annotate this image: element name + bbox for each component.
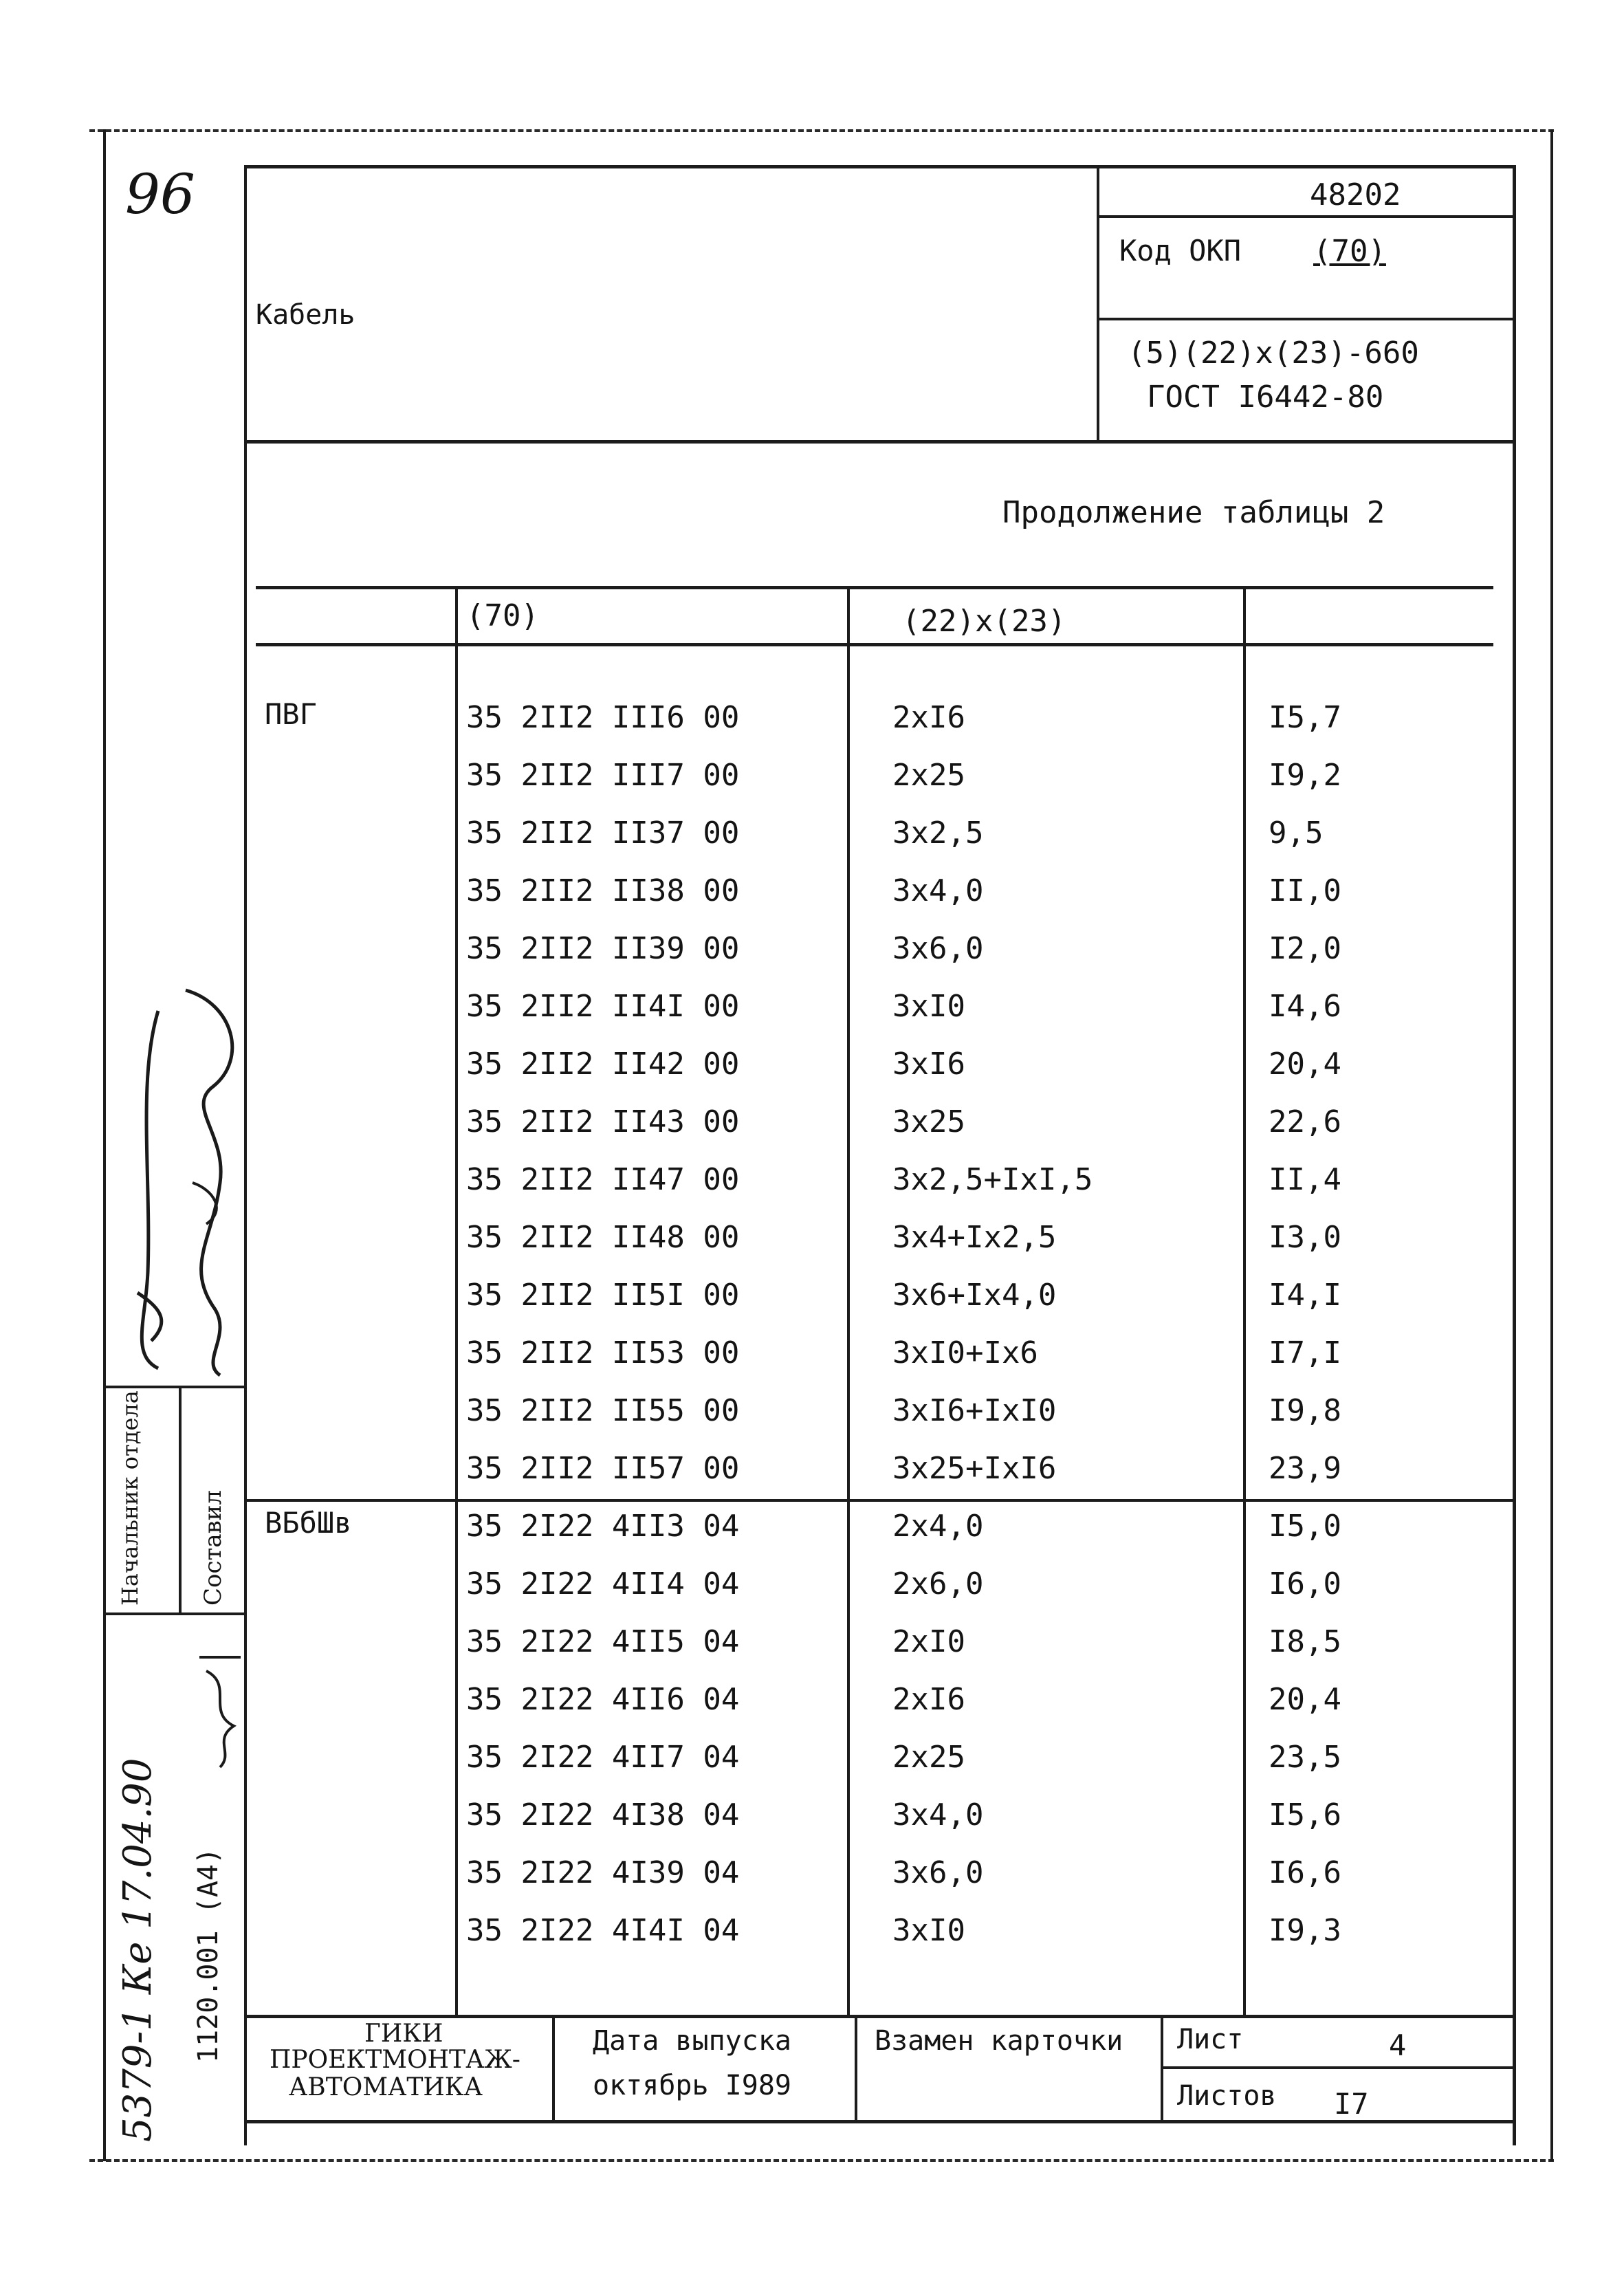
- table-cell-value: II,0: [1269, 873, 1341, 908]
- table-cell-value: I2,0: [1269, 931, 1341, 966]
- table-cell-value: I6,6: [1269, 1855, 1341, 1890]
- table-cell-section: 2x4,0: [892, 1509, 984, 1544]
- doc-number: 48202: [1310, 177, 1401, 212]
- side-strip-mid-line: [179, 1386, 182, 1612]
- footer-release-date: октябрь I989: [593, 2070, 791, 2101]
- header-divider-v: [1097, 165, 1099, 440]
- table-cell-code: 35 2II2 II53 00: [466, 1335, 740, 1370]
- table-cell-section: 3x6,0: [892, 1855, 984, 1890]
- table-cell-value: I5,7: [1269, 700, 1341, 735]
- footer-col-line-1: [552, 2015, 555, 2121]
- table-col-line-2: [847, 586, 850, 2016]
- table-cell-value: 23,9: [1269, 1451, 1341, 1486]
- table-header-code: (70): [466, 598, 539, 633]
- table-cell-code: 35 2I22 4II7 04: [466, 1740, 740, 1775]
- frame-top-dashed: [89, 129, 1554, 132]
- okp-label: Код ОКП: [1119, 234, 1242, 267]
- table-cell-value: I9,3: [1269, 1913, 1341, 1948]
- continuation-title: Продолжение таблицы 2: [1002, 495, 1385, 530]
- gost-number: ГОСТ I6442-80: [1147, 380, 1384, 415]
- table-cell-section: 3x2,5: [892, 816, 984, 851]
- header-top-line: [244, 165, 1516, 168]
- table-cell-value: 20,4: [1269, 1682, 1341, 1717]
- footer-org-line2: ПРОЕКТМОНТАЖ-: [270, 2046, 520, 2074]
- table-cell-value: II,4: [1269, 1162, 1341, 1197]
- table-cell-section: 2x25: [892, 1740, 965, 1775]
- table-cell-section: 3x6,0: [892, 931, 984, 966]
- chief-label: Начальник отдела: [117, 1390, 143, 1606]
- table-cell-value: I4,6: [1269, 989, 1341, 1024]
- table-group-name: ПВГ: [265, 697, 317, 731]
- table-cell-code: 35 2II2 II43 00: [466, 1104, 740, 1139]
- table-cell-value: I9,2: [1269, 758, 1341, 793]
- table-cell-code: 35 2I22 4I4I 04: [466, 1913, 740, 1948]
- table-cell-code: 35 2II2 II38 00: [466, 873, 740, 908]
- table-cell-code: 35 2II2 III6 00: [466, 700, 740, 735]
- footer-org-line3: АВТОМАТИКА: [289, 2073, 483, 2101]
- table-cell-code: 35 2I22 4II5 04: [466, 1624, 740, 1659]
- table-cell-value: 23,5: [1269, 1740, 1341, 1775]
- table-cell-code: 35 2II2 II57 00: [466, 1451, 740, 1486]
- table-cell-section: 3x25+IxI6: [892, 1451, 1057, 1486]
- table-cell-section: 2xI0: [892, 1624, 965, 1659]
- footer-sheets-value: I7: [1334, 2087, 1369, 2121]
- table-cell-code: 35 2II2 II47 00: [466, 1162, 740, 1197]
- signature-author: [172, 976, 254, 1382]
- table-cell-code: 35 2I22 4I38 04: [466, 1797, 740, 1833]
- frame-left-line: [103, 129, 106, 2161]
- table-group-name: ВБбШв: [265, 1506, 352, 1540]
- table-cell-value: I5,6: [1269, 1797, 1341, 1833]
- table-cell-value: I7,I: [1269, 1335, 1341, 1370]
- table-cell-code: 35 2II2 II5I 00: [466, 1278, 740, 1313]
- author-label: Составил: [199, 1489, 227, 1606]
- footer-sheet-divider: [1161, 2066, 1516, 2069]
- form-code: 1120.001 (А4): [193, 1847, 224, 2063]
- table-cell-section: 3xI6: [892, 1047, 965, 1082]
- table-cell-code: 35 2II2 II42 00: [466, 1047, 740, 1082]
- table-cell-section: 3x4,0: [892, 1797, 984, 1833]
- table-cell-value: 20,4: [1269, 1047, 1341, 1082]
- table-cell-value: I9,8: [1269, 1393, 1341, 1428]
- table-header-bottom-line: [256, 643, 1493, 646]
- side-strip-hline-2: [103, 1612, 245, 1615]
- table-group-divider: [244, 1499, 1516, 1502]
- table-cell-section: 3xI0: [892, 1913, 965, 1948]
- table-cell-section: 3xI6+IxI0: [892, 1393, 1057, 1428]
- table-cell-code: 35 2I22 4I39 04: [466, 1855, 740, 1890]
- footer-replace-label: Взамен карточки: [875, 2025, 1123, 2057]
- table-header-section: (22)x(23): [902, 604, 1066, 639]
- header-divider-h1: [1097, 215, 1516, 218]
- table-cell-section: 2xI6: [892, 700, 965, 735]
- table-cell-section: 2x6,0: [892, 1566, 984, 1601]
- table-cell-section: 3x2,5+IxI,5: [892, 1162, 1093, 1197]
- footer-top-line: [244, 2015, 1516, 2018]
- header-divider-h2: [1097, 318, 1516, 320]
- table-cell-value: I4,I: [1269, 1278, 1341, 1313]
- table-cell-value: 9,5: [1269, 816, 1324, 851]
- table-cell-section: 3x4,0: [892, 873, 984, 908]
- table-cell-code: 35 2I22 4II4 04: [466, 1566, 740, 1601]
- table-cell-code: 35 2II2 II37 00: [466, 816, 740, 851]
- table-cell-code: 35 2II2 II48 00: [466, 1220, 740, 1255]
- table-cell-section: 3x25: [892, 1104, 965, 1139]
- product-label: Кабель: [256, 299, 355, 331]
- table-col-line-3: [1243, 586, 1246, 2016]
- footer-release-label: Дата выпуска: [593, 2025, 791, 2057]
- table-cell-value: I5,0: [1269, 1509, 1341, 1544]
- mark-formula: (5)(22)x(23)-660: [1128, 336, 1419, 371]
- table-col-line-1: [455, 586, 458, 2016]
- table-cell-code: 35 2I22 4II6 04: [466, 1682, 740, 1717]
- footer-sheet-value: 4: [1389, 2029, 1407, 2062]
- okp-value: (70): [1313, 234, 1386, 269]
- footer-sheet-label: Лист: [1177, 2024, 1244, 2055]
- table-cell-section: 3x6+Ix4,0: [892, 1278, 1057, 1313]
- footer-bottom-line: [244, 2120, 1516, 2123]
- table-cell-value: 22,6: [1269, 1104, 1341, 1139]
- table-cell-code: 35 2II2 II39 00: [466, 931, 740, 966]
- table-cell-code: 35 2II2 III7 00: [466, 758, 740, 793]
- footer-org-line1: ГИКИ: [364, 2020, 443, 2048]
- inventory-note: 5379-1 Ке 17.04.90: [116, 1758, 160, 2142]
- table-cell-value: I6,0: [1269, 1566, 1341, 1601]
- table-cell-value: I8,5: [1269, 1624, 1341, 1659]
- page-number: 96: [125, 162, 195, 226]
- table-cell-code: 35 2II2 II55 00: [466, 1393, 740, 1428]
- table-cell-section: 3x4+Ix2,5: [892, 1220, 1057, 1255]
- table-top-line: [256, 586, 1493, 589]
- header-right-line: [1513, 165, 1516, 2145]
- table-cell-section: 3xI0: [892, 989, 965, 1024]
- frame-bottom-dashed: [89, 2159, 1554, 2162]
- table-cell-section: 2x25: [892, 758, 965, 793]
- table-cell-code: 35 2II2 II4I 00: [466, 989, 740, 1024]
- footer-col-line-2: [855, 2015, 857, 2121]
- table-cell-section: 3xI0+Ix6: [892, 1335, 1038, 1370]
- signature-date-initials: [193, 1643, 248, 1774]
- header-bottom-line: [244, 440, 1516, 444]
- frame-right-line: [1550, 129, 1553, 2161]
- table-cell-section: 2xI6: [892, 1682, 965, 1717]
- table-cell-code: 35 2I22 4II3 04: [466, 1509, 740, 1544]
- table-cell-value: I3,0: [1269, 1220, 1341, 1255]
- footer-sheets-label: Листов: [1177, 2080, 1277, 2112]
